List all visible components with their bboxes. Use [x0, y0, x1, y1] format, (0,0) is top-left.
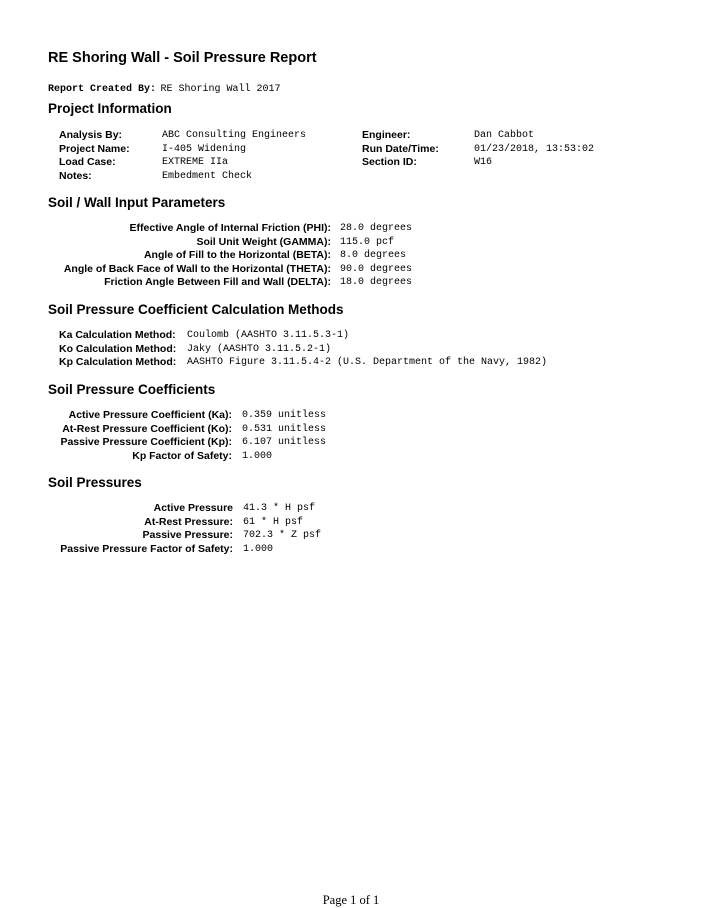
load-case-label: Load Case: — [59, 156, 116, 168]
table-row — [58, 502, 321, 516]
created-by-value: RE Shoring Wall 2017 — [160, 84, 281, 95]
ka-method-value: Coulomb (AASHTO 3.11.5.3-1) — [187, 330, 350, 341]
project-info-heading: Project Information — [48, 101, 172, 116]
delta-label: Friction Angle Between Fill and Wall (DELTA): — [104, 276, 331, 288]
ko-method-value: Jaky (AASHTO 3.11.5.2-1) — [187, 343, 332, 355]
methods-table — [59, 329, 547, 370]
empty-cell — [474, 170, 594, 184]
beta-value: 8.0 degrees — [340, 250, 407, 261]
table-row — [58, 516, 321, 530]
table-row — [59, 143, 594, 157]
kp-label: Passive Pressure Coefficient (Kp): — [60, 436, 232, 448]
phi-value: 28.0 degrees — [340, 223, 413, 234]
kp-value: 6.107 unitless — [242, 437, 327, 448]
table-row — [50, 409, 326, 423]
table-row — [50, 450, 326, 464]
project-name-label: Project Name: — [59, 142, 130, 155]
at-rest-pressure-label: At-Rest Pressure: — [144, 515, 233, 528]
kp-method-value: AASHTO Figure 3.11.5.4-2 (U.S. Department of the Navy, 1982) — [187, 357, 548, 368]
table-row — [50, 423, 326, 437]
beta-label: Angle of Fill to the Horizontal (BETA): — [143, 249, 331, 261]
theta-value: 90.0 degrees — [340, 263, 413, 275]
methods-heading: Soil Pressure Coefficient Calculation Methods — [48, 302, 344, 317]
ko-method-label: Ko Calculation Method: — [59, 342, 177, 355]
at-rest-pressure-value: 61 * H psf — [243, 516, 304, 528]
table-row — [59, 356, 547, 370]
coefficients-table — [50, 409, 326, 463]
ka-label: Active Pressure Coefficient (Ka): — [68, 409, 232, 421]
notes-value: Embedment Check — [162, 170, 253, 182]
engineer-label: Engineer: — [362, 129, 411, 141]
active-pressure-value: 41.3 * H psf — [243, 503, 316, 514]
table-row — [52, 276, 412, 290]
table-row — [59, 329, 547, 343]
table-row — [58, 543, 321, 557]
table-row — [52, 249, 412, 263]
report-created-by — [48, 78, 281, 96]
coefficients-heading: Soil Pressure Coefficients — [48, 382, 216, 397]
table-row — [59, 170, 594, 184]
kp-method-label: Kp Calculation Method: — [59, 356, 177, 368]
table-row — [52, 236, 412, 250]
passive-fos-label: Passive Pressure Factor of Safety: — [60, 542, 233, 555]
table-row — [59, 129, 594, 143]
kp-fos-label: Kp Factor of Safety: — [132, 449, 232, 462]
input-params-table — [52, 222, 412, 290]
page-number: Page 1 of 1 — [322, 893, 380, 907]
ko-label: At-Rest Pressure Coefficient (Ko): — [62, 422, 232, 435]
engineer-value: Dan Cabbot — [474, 130, 535, 141]
passive-pressure-value: 702.3 * Z psf — [243, 530, 322, 541]
table-row — [52, 222, 412, 236]
passive-fos-value: 1.000 — [243, 543, 274, 555]
project-name-value: I-405 Widening — [162, 143, 247, 155]
active-pressure-label: Active Pressure — [153, 502, 233, 514]
gamma-label: Soil Unit Weight (GAMMA): — [196, 235, 331, 248]
kp-fos-value: 1.000 — [242, 450, 273, 462]
pressures-table — [58, 502, 321, 556]
ka-method-label: Ka Calculation Method: — [59, 329, 176, 341]
ko-value: 0.531 unitless — [242, 423, 327, 435]
analysis-by-label: Analysis By: — [59, 129, 123, 141]
section-id-label: Section ID: — [362, 156, 417, 168]
theta-label: Angle of Back Face of Wall to the Horizontal (THETA): — [63, 262, 331, 275]
section-id-value: W16 — [474, 157, 493, 168]
run-datetime-value: 01/23/2018, 13:53:02 — [474, 143, 595, 155]
load-case-value: EXTREME IIa — [162, 157, 229, 168]
report-title: RE Shoring Wall - Soil Pressure Report — [48, 50, 317, 66]
pressures-heading: Soil Pressures — [48, 475, 142, 490]
table-row — [59, 156, 594, 170]
delta-value: 18.0 degrees — [340, 277, 413, 288]
ka-value: 0.359 unitless — [242, 410, 327, 421]
table-row — [52, 263, 412, 277]
table-row — [59, 343, 547, 357]
analysis-by-value: ABC Consulting Engineers — [162, 130, 307, 141]
phi-label: Effective Angle of Internal Friction (PHI): — [129, 222, 331, 234]
project-info-table — [59, 129, 594, 183]
created-by-label: Report Created By: — [48, 84, 157, 95]
table-row — [58, 529, 321, 543]
passive-pressure-label: Passive Pressure: — [142, 529, 233, 541]
run-datetime-label: Run Date/Time: — [362, 142, 439, 155]
table-row — [50, 436, 326, 450]
input-params-heading: Soil / Wall Input Parameters — [48, 195, 226, 210]
gamma-value: 115.0 pcf — [340, 236, 395, 248]
empty-cell — [362, 170, 474, 184]
notes-label: Notes: — [59, 169, 92, 182]
